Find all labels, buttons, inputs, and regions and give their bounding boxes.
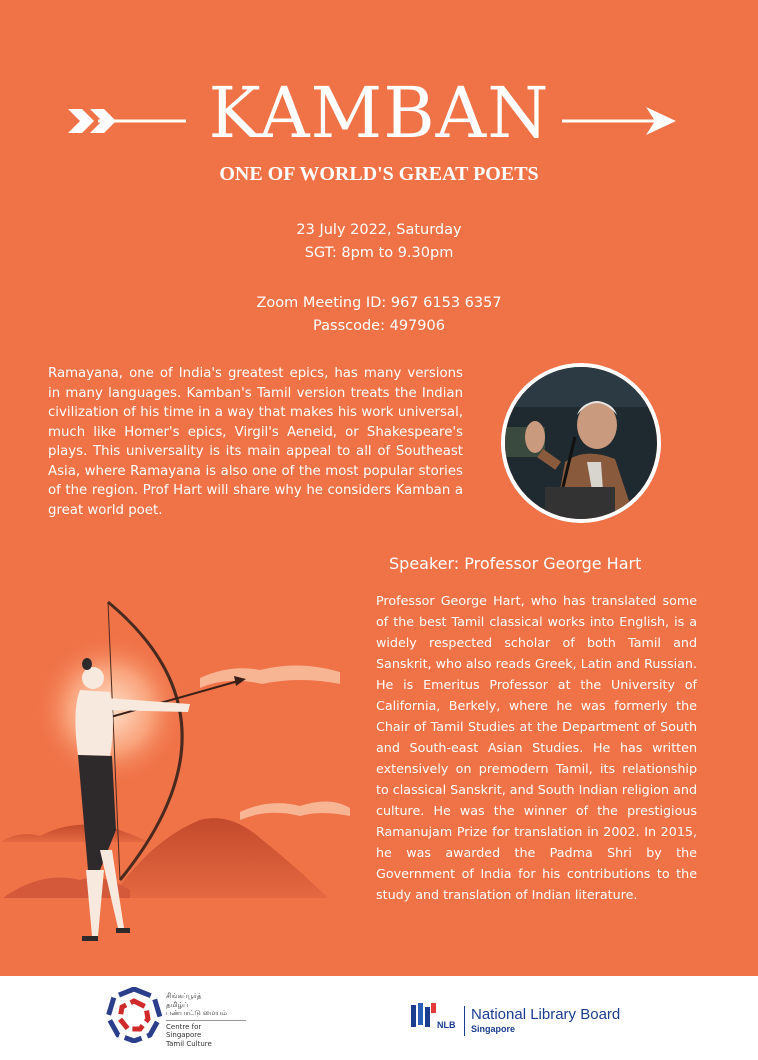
speaker-portrait [501,363,661,523]
speaker-heading: Speaker: Professor George Hart [389,554,642,573]
event-title: KAMBAN [208,72,550,154]
speaker-bio: Professor George Hart, who has translated some of the best Tamil classical works into English, is a widely respected scholar of both Tamil and Sanskrit, who also reads Greek, Latin and Russian. He is Emeritus Professor at the University of California, Berkely, where he was formerly the Chair of Tamil Studies at the Department of South and South-east Asian Studies. He has written extensively on premodern Tamil, its relationship to classical Sanskrit, and South Indian religion and culture. He was the winner of the prestigious Ramanujam Prize for translation in 2002. In 2015, he was awarded the Padma Shri by the Government of India for his contributions to the study and translation of Indian literature. [376,593,697,902]
ctc-logo-icon [106,987,162,1043]
intro-paragraph: Ramayana, one of India's greatest epics, has many versions in many languages. Kamban's Tamil version treats the Indian civilization of his time in a way that makes his work universal, much like Homer's epics, Virgil's Aeneid, or Shakespeare's plays. This universality is its main appeal to all of Southeast Asia, where Ramayana is also one of the most popular stories of the region. Prof Hart will share why he considers Kamban a great world poet. [48,366,463,518]
nlb-country: Singapore [471,1024,516,1034]
zoom-meeting-id: Zoom Meeting ID: 967 6153 6357 [256,295,502,311]
event-time: SGT: 8pm to 9.30pm [304,245,454,261]
event-subtitle: ONE OF WORLD'S GREAT POETS [219,163,539,185]
nlb-divider [464,1006,465,1036]
nlb-abbr: NLB [437,1020,456,1030]
zoom-passcode: Passcode: 497906 [313,318,445,334]
nlb-name: National Library Board [471,1006,621,1023]
footer [0,976,758,1060]
ctc-name: சிங்கப்பூர்த் தமிழ்ப் பண்பாட்டு மையம் Centre for Singapore Tamil Culture [166,992,246,1048]
event-date: 23 July 2022, Saturday [296,222,462,238]
nlb-logo-icon [409,1001,439,1031]
archer-illustration [0,580,360,976]
